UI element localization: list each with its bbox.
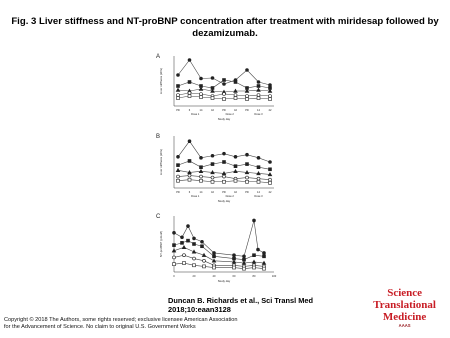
data-point — [269, 178, 272, 181]
data-point — [234, 94, 237, 97]
data-point — [211, 154, 214, 157]
data-point — [176, 169, 180, 172]
data-point — [223, 98, 226, 101]
citation-reference: 2018;10:eaan3128 — [168, 305, 231, 314]
copyright-line-1: Copyright © 2018 The Authors, some rights reserved; exclusive licensee American Association — [4, 317, 238, 323]
x-tick-label: 100 — [271, 275, 277, 278]
x-tick-label: 42 — [268, 191, 272, 194]
x-tick-label: PD — [176, 109, 180, 112]
data-point — [263, 267, 266, 270]
data-point — [213, 266, 216, 269]
x-axis-label: Study day — [217, 199, 231, 203]
data-point — [234, 170, 238, 173]
data-point — [234, 179, 237, 182]
panel-label: A — [156, 54, 161, 60]
panel-a — [150, 48, 300, 124]
data-point — [200, 156, 203, 159]
data-point — [200, 93, 203, 96]
dose-label: Dose 2 — [225, 113, 234, 116]
panel-c-chart — [150, 210, 300, 286]
x-tick-label: 42 — [211, 109, 214, 112]
y-axis-label: Liver stiffness (kPa) — [159, 67, 163, 95]
data-point — [192, 250, 196, 253]
dose-label: Dose 1 — [191, 113, 200, 116]
x-tick-label: PD — [222, 109, 226, 112]
data-point — [188, 95, 191, 98]
data-point — [234, 97, 237, 100]
data-point — [200, 166, 203, 169]
data-point — [257, 94, 260, 97]
data-point — [233, 254, 236, 257]
data-point — [211, 77, 214, 80]
data-point — [263, 255, 266, 258]
x-tick-label: 42 — [234, 191, 237, 194]
panel-label: C — [156, 214, 161, 220]
journal-logo-line-3: Medicine — [382, 311, 427, 323]
data-point — [193, 257, 196, 260]
data-point — [257, 88, 261, 91]
data-point — [173, 244, 176, 247]
data-point — [211, 180, 214, 183]
citation-authors: Duncan B. Richards et al., Sci Transl Med — [168, 296, 313, 305]
data-point — [233, 266, 236, 269]
journal-logo-line-2: Translational — [373, 299, 436, 311]
x-tick-label: 14 — [199, 191, 203, 194]
data-point — [246, 153, 249, 156]
dose-label: Dose 2 — [225, 195, 234, 198]
data-point — [177, 179, 180, 182]
data-point — [253, 266, 256, 269]
data-point — [177, 175, 180, 178]
data-point — [257, 166, 260, 169]
data-point — [257, 85, 260, 88]
data-point — [211, 176, 214, 179]
journal-logo-line-1: Science — [387, 287, 423, 299]
x-tick-label: 42 — [211, 191, 214, 194]
data-point — [188, 140, 191, 143]
data-point — [203, 265, 206, 268]
x-tick-label: 14 — [257, 191, 260, 194]
data-point — [257, 180, 260, 183]
data-point — [173, 256, 176, 259]
data-point — [246, 98, 249, 101]
data-point — [177, 85, 180, 88]
x-tick-label: 42 — [268, 109, 272, 112]
x-tick-label: PD — [222, 191, 226, 194]
data-point — [211, 97, 214, 100]
data-point — [269, 98, 272, 101]
data-point — [183, 254, 186, 257]
data-point — [188, 81, 191, 84]
data-point — [173, 263, 176, 266]
data-point — [234, 81, 237, 84]
data-point — [177, 97, 180, 100]
data-point — [213, 251, 216, 254]
x-tick-label: 60 — [232, 275, 236, 278]
journal-logo-tagline: AAAS — [398, 323, 411, 328]
data-point — [223, 93, 226, 96]
data-point — [257, 81, 260, 84]
data-point — [257, 177, 260, 180]
data-point — [193, 264, 196, 267]
data-point — [252, 260, 256, 263]
data-point — [269, 95, 272, 98]
data-point — [201, 245, 204, 248]
data-point — [200, 179, 203, 182]
data-point — [243, 267, 246, 270]
data-point — [187, 225, 190, 228]
citation — [168, 296, 313, 314]
x-axis-label: Study day — [217, 117, 231, 121]
data-point — [188, 174, 191, 177]
data-point — [257, 156, 260, 159]
data-point — [188, 92, 191, 95]
dose-label: Dose 3 — [254, 113, 263, 116]
data-point — [188, 178, 191, 181]
data-point — [269, 168, 272, 171]
x-tick-label: 42 — [234, 109, 237, 112]
data-point — [188, 59, 191, 62]
data-point — [181, 241, 184, 244]
data-point — [176, 88, 180, 91]
series-line — [178, 141, 270, 162]
data-point — [263, 251, 266, 254]
data-point — [269, 181, 272, 184]
dose-label: Dose 3 — [254, 195, 263, 198]
panel-a-chart — [150, 48, 300, 124]
x-tick-label: 40 — [212, 275, 216, 278]
data-point — [173, 231, 176, 234]
x-tick-label: PD — [245, 191, 249, 194]
data-point — [177, 74, 180, 77]
panel-b-chart — [150, 128, 300, 206]
data-point — [223, 161, 226, 164]
data-point — [257, 97, 260, 100]
data-point — [246, 69, 249, 72]
data-point — [257, 248, 260, 251]
data-point — [201, 240, 204, 243]
data-point — [269, 161, 272, 164]
x-tick-label: 14 — [199, 109, 203, 112]
data-point — [177, 94, 180, 97]
data-point — [199, 170, 203, 173]
x-tick-label: 6 — [188, 191, 191, 194]
y-axis-label: NT-proBNP (pmol/l) — [159, 230, 163, 258]
data-point — [269, 84, 272, 87]
data-point — [223, 83, 226, 86]
y-axis-label: Liver stiffness (kPa) — [159, 148, 163, 176]
data-point — [193, 237, 196, 240]
data-point — [223, 152, 226, 155]
data-point — [181, 236, 184, 239]
data-point — [223, 180, 226, 183]
data-point — [223, 175, 226, 178]
figure-title: Fig. 3 Liver stiffness and NT-proBNP concentration after treatment with miridesap followed by dezamizumab. — [11, 16, 439, 39]
x-axis-label: Study day — [217, 279, 231, 283]
data-point — [200, 175, 203, 178]
data-point — [193, 243, 196, 246]
journal-logo — [373, 287, 436, 329]
x-tick-label: 80 — [252, 275, 256, 278]
data-point — [246, 95, 249, 98]
data-point — [234, 165, 237, 168]
data-point — [253, 219, 256, 222]
x-tick-label: 0 — [173, 275, 175, 278]
data-point — [187, 239, 190, 242]
data-point — [253, 254, 256, 257]
dose-label: Dose 1 — [191, 195, 200, 198]
data-point — [223, 79, 226, 82]
data-point — [234, 155, 237, 158]
data-point — [182, 246, 186, 249]
panel-b — [150, 128, 300, 206]
data-point — [183, 262, 186, 265]
data-point — [200, 77, 203, 80]
data-point — [243, 255, 246, 258]
data-point — [200, 96, 203, 99]
figure — [150, 48, 300, 286]
copyright-line-2: for the Advancement of Science. No claim to original U.S. Government Works — [4, 324, 196, 330]
data-point — [177, 155, 180, 158]
data-point — [213, 255, 216, 258]
data-point — [188, 159, 191, 162]
data-point — [246, 176, 249, 179]
x-tick-label: PD — [245, 109, 249, 112]
panel-c — [150, 210, 300, 286]
data-point — [203, 259, 206, 262]
copyright-notice — [4, 317, 237, 331]
series-line — [174, 241, 264, 260]
x-tick-label: 6 — [188, 109, 191, 112]
x-tick-label: PD — [176, 191, 180, 194]
data-point — [211, 163, 214, 166]
panel-label: B — [156, 134, 161, 140]
x-tick-label: 20 — [192, 275, 196, 278]
x-tick-label: 14 — [257, 109, 260, 112]
series-line — [174, 247, 264, 263]
data-point — [177, 164, 180, 167]
data-point — [246, 163, 249, 166]
data-point — [246, 180, 249, 183]
